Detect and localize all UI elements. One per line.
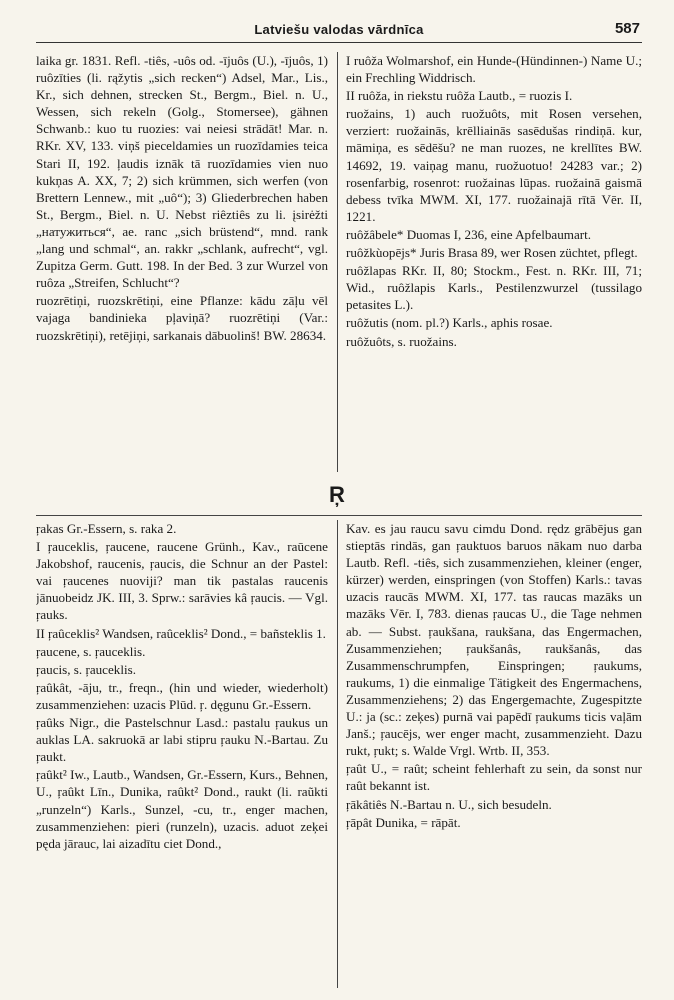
entry-ruozkuopejs: ruôžkùopējs* Juris Brasa 89, wer Rosen züchtet, pflegt. (346, 245, 638, 261)
entry-raukt: ŗaûkt² Iw., Lautb., Wandsen, Gr.-Essern, Kurs., Behnen, U., ŗaûkt Līn., Dunika, raûkt² Dond., raukt (li. raũkti „runzeln“) Karls., Sunzel, -cu, tr., enger machen, zusammenziehen: pieri (runzeln), uzacis. aduot zeķei pęda jārauc, lai aizadītu ciet Dond., (36, 767, 328, 851)
entry-ruozutis: ruôžutis (nom. pl.?) Karls., aphis rosae. (346, 315, 553, 331)
entry-rakas: ŗakas Gr.-Essern, s. raka 2. (36, 521, 177, 536)
entry-raukt-continued: Kav. es jau raucu savu cimdu Dond. rędz grābējus gan stieptās rindās, gan ŗauktuos baruos nākam nuo darba Lautb. Refl. -tiês, sich zusammenziehen, kleiner (enger, kürzer) werden, einspringen (von Stoffen) Karls.: tavas uzacis raucās MWM. XI, 177. tas raucas mazāks un mazāks Vēr. I, 783. dienas ŗaucas U., die Tage nehmen ab. — Subst. ŗaukšana, raukšana, das Engermachen, Zusammenziehen; ŗaukšanâs, raukšanâs, das Zusammenschrumpfen, Einspringen; ŗaukums, raukums, 1) die einmalige Tätigkeit des Engermachens, Zusammenziehens; 2) das Engergemachte, Zugespitzte U.: ja (sc.: zeķes) purnā vai papēdī ŗaukums ticis vaļām Janš.; ŗaucējs, wer enger macht, zusammenzieht. Dazu rukt, ŗukt; s. Walde Vrgl. Wrtb. II, 353. (346, 521, 642, 759)
entry-continuation: laika gr. 1831. Refl. -tiês, -uôs od. -ījuôs (U.), -ījuôs, 1) ruôzīties (li. rąžytis „sich recken“) Adsel, Mar., Lis., Kr., sich dehnen, strecken St., Bergm., Biel. n. U., Wessen, sich rekeln (Golg., Stomersee), gähnen Schwanb.: kuo tu ruozies: vai neiesi strādāt! Mar. n. RKr. XV, 133. viņš pieceldamies un ruozīdamies teica Stari II, 192. ļaudis iznāk tā ruozīdamies vien nuo kukņas A. XX, 7; 2) sich krümmen, sich werfen (von Brettern Lennew., mit „uô“); 3) Gliederbrechen haben St., Bergm., Biel. n. U. Nebst riêztiês zu li. įsirėžti „натужиться“, ae. ranc „sich brüstend“, mnd. rank „lang und schmal“, an. rakkr „schlank, aufrecht“, vgl. Zupitza Germ. Gutt. 198. In der Bed. 3 zur Wurzel von ruôza „Streifen, Schlucht“? (36, 53, 328, 291)
entry-ruoza-1: I ruôža Wolmarshof, ein Hunde-(Hündinnen-) Name U.; ein Frechling Widdrisch. (346, 53, 642, 86)
running-title: Latviešu valodas vārdnīca (254, 22, 424, 37)
entry-ruoza-2: II ruôža, in riekstu ruôža Lautb., = ruozis I. (346, 88, 573, 104)
bottom-left-column (36, 520, 328, 990)
entry-raukat: ŗaûkât, -āju, tr., freqn., (hin und wieder, wiederholt) zusammenziehen: uzacis Plūd. ŗ. dęgunu Gr.-Essern. (36, 679, 328, 712)
entry-raucene: ŗaucene, s. ŗauceklis. (36, 643, 146, 659)
entry-rauks: ŗaûks Nigr., die Pastelschnur Lasd.: pastalu ŗaukus un auklas LA. sakruokā ar labi stipru ŗauku N.-Bartau. Zu ŗaukt. (36, 715, 328, 765)
entry-raucis: ŗaucis, s. ŗauceklis. (36, 661, 136, 677)
column-divider-top (337, 52, 338, 472)
section-letter: Ŗ (329, 482, 345, 507)
entry-ruozretini: ruozrētiņi, ruozskrētiņi, eine Pflanze: kādu zāļu vēl vajaga bandinieka pļaviņā? ruozrētiņi (Var.: ruozskrētiņi), retējiņi, sarkanais dābuolinš! BW. 28634. (36, 293, 328, 343)
section-divider (36, 515, 642, 516)
entry-rakaties: ŗākâtiês N.-Bartau n. U., sich besudeln. (346, 796, 552, 812)
entry-ruozuots: ruôžuôts, s. ruožains. (346, 333, 457, 349)
top-left-column (36, 52, 328, 477)
page-header (36, 18, 642, 43)
entry-rauceklis-2: II ŗaûceklis² Wandsen, raûceklis² Dond., = bañsteklis 1. (36, 625, 326, 641)
page-number: 587 (614, 20, 640, 37)
top-right-column (346, 52, 642, 477)
entry-ruozabele: ruôžâbele* Duomas I, 236, eine Apfelbaumart. (346, 226, 592, 242)
column-divider-bottom (337, 520, 338, 988)
entry-ruozlapas: ruôžlapas RKr. II, 80; Stockm., Fest. n. RKr. III, 71; Wid., ruôžlapis Karls., Pestilenzwurzel (tussilago petasites L.). (346, 263, 642, 313)
entry-rauceklis-1: I ŗauceklis, ŗaucene, raucene Grünh., Kav., raūcene Jakobshof, raucenis, ŗaucis, die Schnur an der Pastel: vai ŗaucenes nuoviji? man tik pastalas raucenis jānuobeidz JK. III, 3. Sprw.: sarāvies kâ ŗaucis. — Vgl. ŗauks. (36, 539, 328, 623)
entry-raut: ŗaût U., = raût; scheint fehlerhaft zu sein, da sonst nur raût bekannt ist. (346, 761, 642, 794)
entry-ruozains: ruožains, 1) auch ruožuôts, mit Rosen versehen, verziert: ruožainās, krēlliainās sasēdušas rindiņā. kur, māmiņa, es sēdēšu? ne man ruozes, ne krellītes BW. 14692, 19. vaiņag manu, ruožuotuo! 24283 var.; 2) rosenfarbig, rosenrot: ruožainas lūpas. ruožainā gaismā debess tvīka MWM. XI, 177. ruožainajā rītā Vēr. II, 1221. (346, 106, 642, 224)
bottom-right-column (346, 520, 642, 990)
entry-rapat: ŗāpât Dunika, = rāpāt. (346, 814, 461, 830)
